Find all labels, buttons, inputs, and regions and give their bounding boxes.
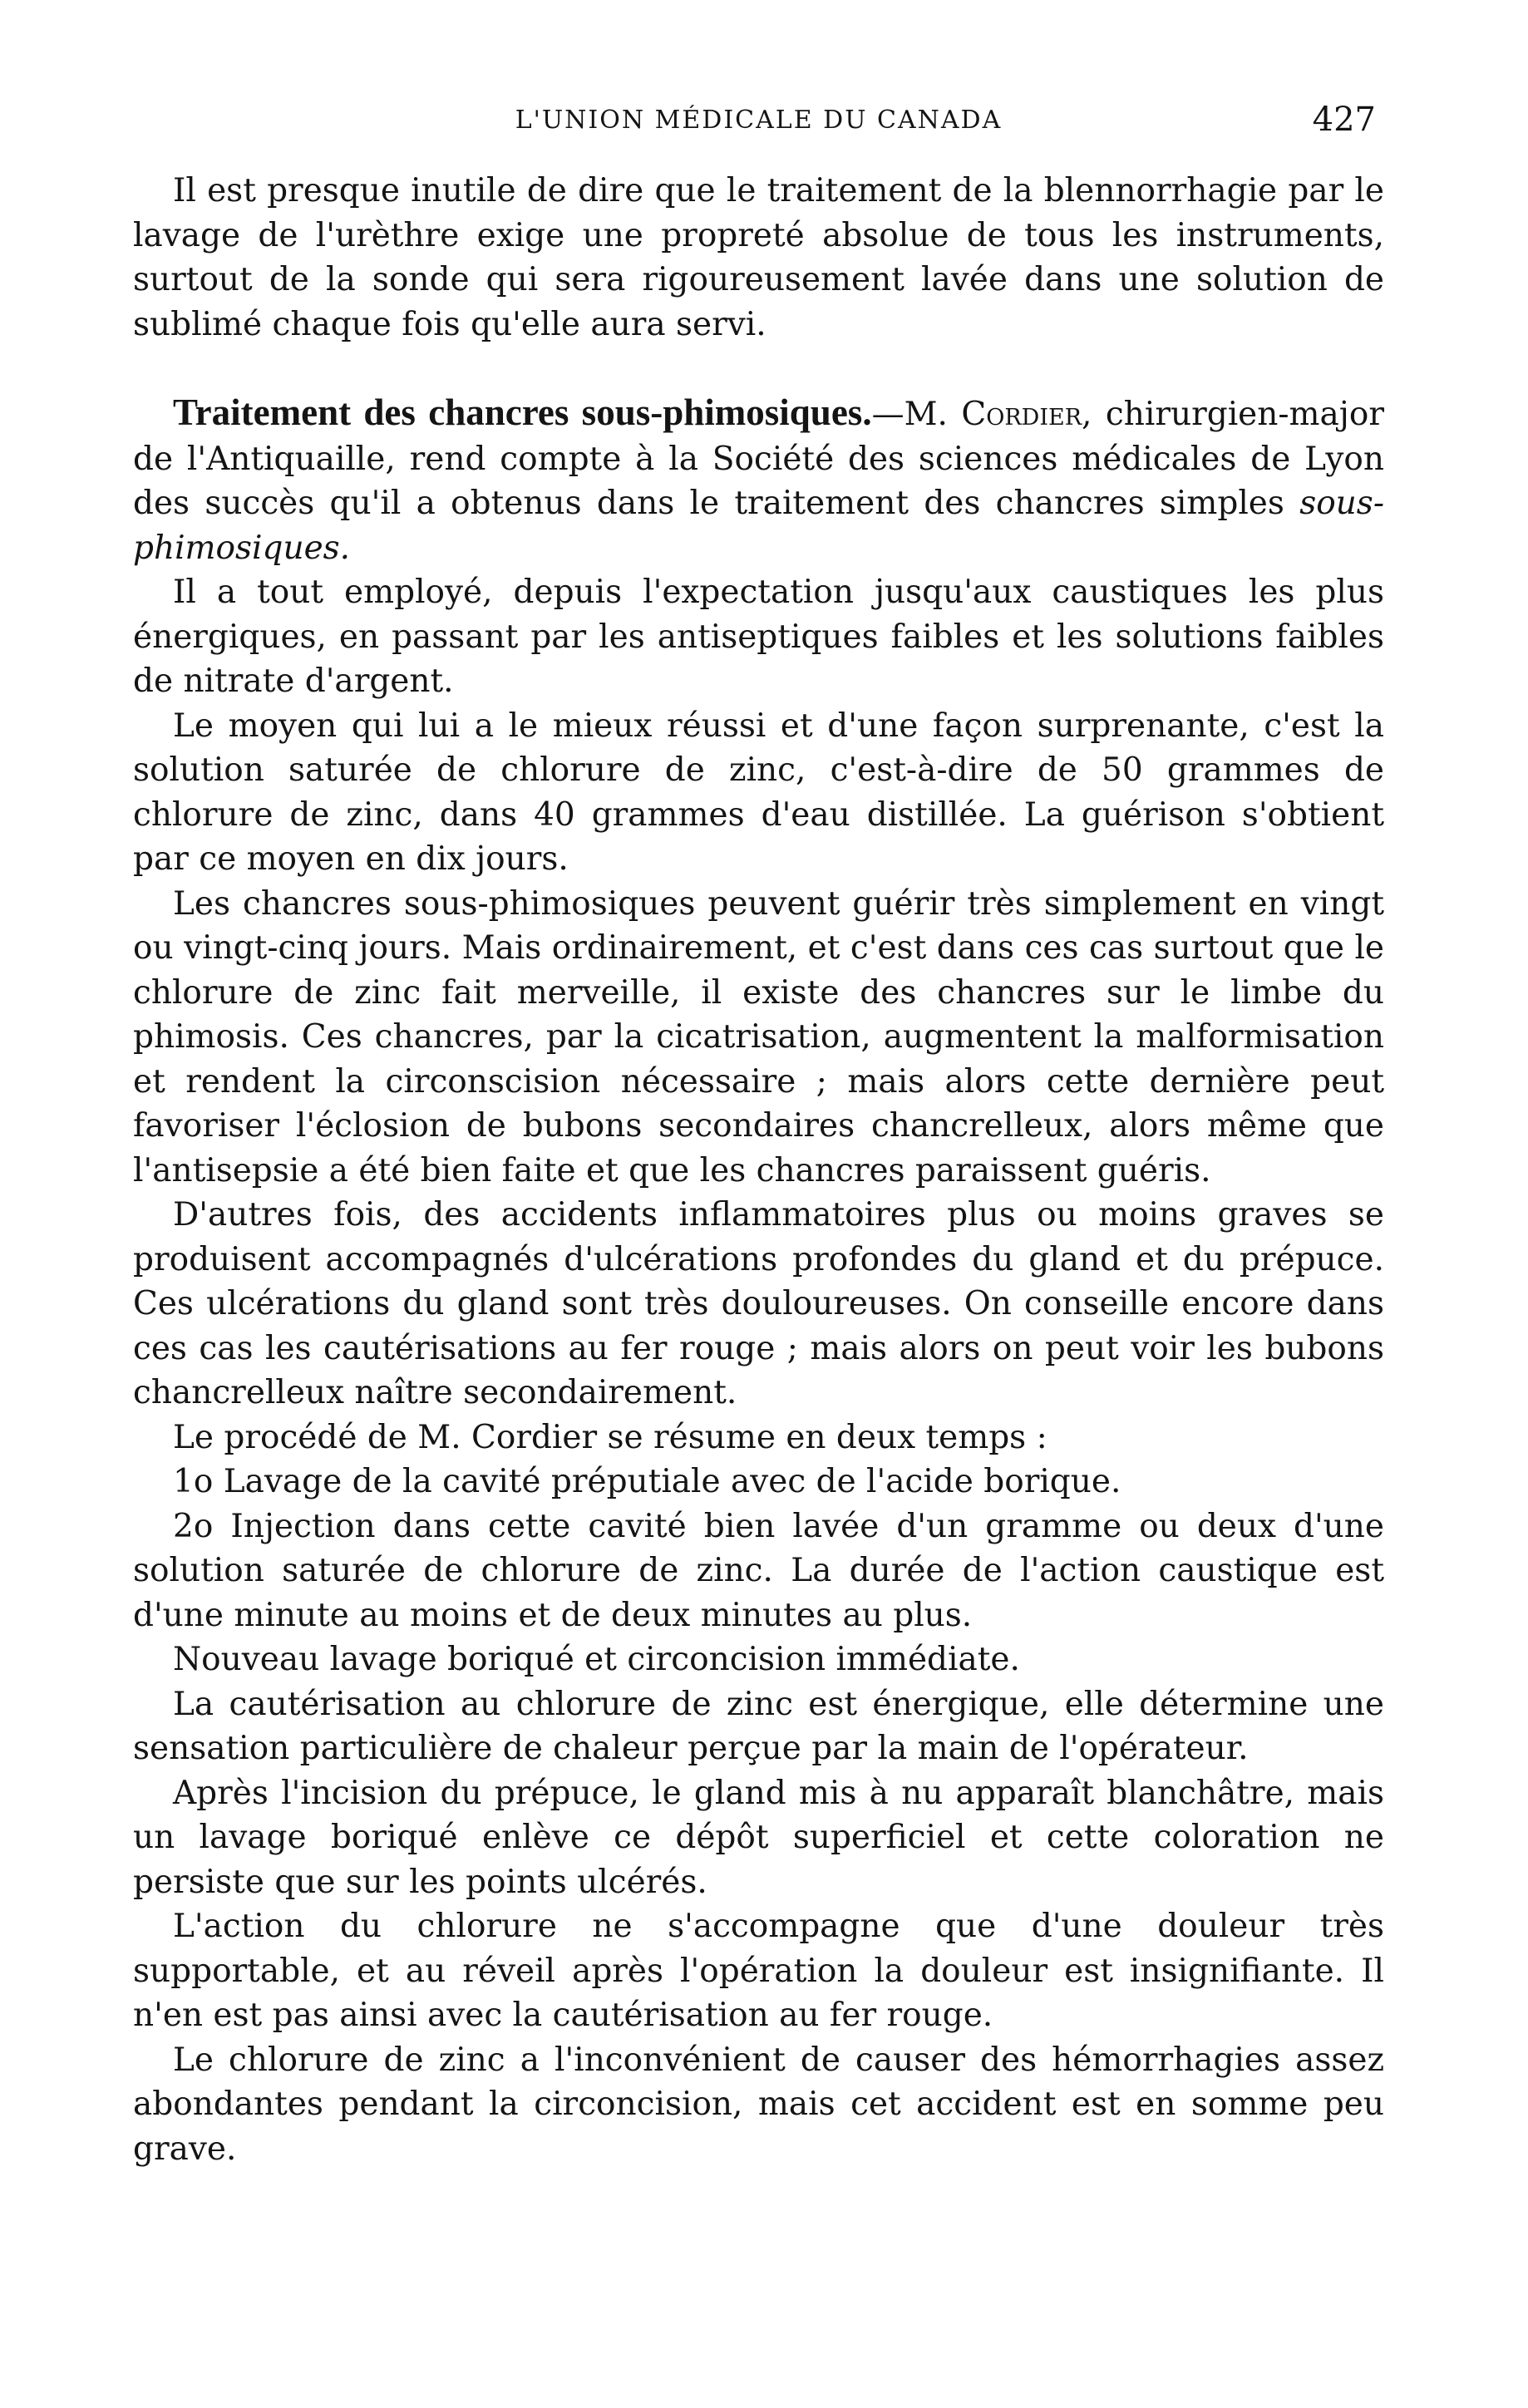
body-paragraph: D'autres fois, des accidents inflammatoires plus ou moins graves se produisent accompagnés d'ulcérations profondes du gland et du prépuce. Ces ulcérations du gland sont très douloureuses. On conseille encore dans ces cas les cautérisations au fer rouge ; mais alors on peut voir les bubons chancrelleux naître secondairement. [133,1196,1384,1411]
body-paragraph: Le moyen qui lui a le mieux réussi et d'une façon surprenante, c'est la solution saturée de chlorure de zinc, c'est-à-dire de 50 grammes de chlorure de zinc, dans 40 grammes d'eau distillée. La guérison s'obtient par ce moyen en dix jours. [133,707,1384,878]
document-page [133,79,1384,2171]
section-heading: Traitement des chancres sous-phimosiques. [173,391,872,433]
body-paragraph: La cautérisation au chlorure de zinc est énergique, elle détermine une sensation particulière de chaleur perçue par la main de l'opérateur. [133,1685,1384,1767]
intro-paragraph: Il est presque inutile de dire que le traitement de la blennorrhagie par le lavage de l'urèthre exige une propreté absolue de tous les instruments, surtout de la sonde qui sera rigoureusement lavée dans une solution de sublimé chaque fois qu'elle aura servi. [133,172,1384,343]
body-paragraph: Le procédé de M. Cordier se résume en deux temps : [173,1418,1047,1456]
running-head [133,79,1384,145]
body-paragraph: Les chancres sous-phimosiques peuvent guérir très simplement en vingt ou vingt-cinq jours. Mais ordinairement, et c'est dans ces cas surtout que le chlorure de zinc fait merveille, il existe des chancres sur le limbe du phimosis. Ces chancres, par la cicatrisation, augmentent la malformisation et rendent la circonscision nécessaire ; mais alors cette dernière peut favoriser l'éclosion de bubons secondaires chancrelleux, alors même que l'antisepsie a été bien faite et que les chancres paraissent guéris. [133,884,1384,1189]
body-paragraph: Il a tout employé, depuis l'expectation jusqu'aux caustiques les plus énergiques, en passant par les antiseptiques faibles et les solutions faibles de nitrate d'argent. [133,574,1384,700]
page-number: 427 [1312,101,1376,139]
body-paragraph: Le chlorure de zinc a l'inconvénient de causer des hémorrhagies assez abondantes pendant la circoncision, mais cet accident est en somme peu grave. [133,2041,1384,2168]
body-paragraph: Après l'incision du prépuce, le gland mis à nu apparaît blanchâtre, mais un lavage boriqué enlève ce dépôt superficiel et cette coloration ne persiste que sur les points ulcérés. [133,1774,1384,1901]
lead-text: , chirurgien-major de l'Antiquaille, rend compte à la Société des sciences médicales de Lyon des succès qu'il a obtenus dans le traitement des chancres simples [133,396,1384,522]
body-paragraph: 2o Injection dans cette cavité bien lavée d'un gramme ou deux d'une solution saturée de chlorure de zinc. La durée de l'action caustique est d'une minute au moins et de deux minutes au plus. [133,1507,1384,1634]
lead-italic: sous-phimosiques. [133,485,1384,567]
journal-title: L'UNION MÉDICALE DU CANADA [515,106,1003,135]
author-prefix: —M. [871,396,962,433]
section-spacer [133,347,1384,391]
body-paragraph: Nouveau lavage boriqué et circoncision immédiate. [173,1641,1020,1678]
author-name: Cordier [961,396,1082,433]
body-paragraph: L'action du chlorure ne s'accompagne que d'une douleur très supportable, et au réveil après l'opération la douleur est insignifiante. Il n'en est pas ainsi avec la cautérisation au fer rouge. [133,1908,1384,2034]
section-lead-paragraph [133,391,1384,570]
body-paragraph: 1o Lavage de la cavité préputiale avec de l'acide borique. [173,1463,1121,1500]
